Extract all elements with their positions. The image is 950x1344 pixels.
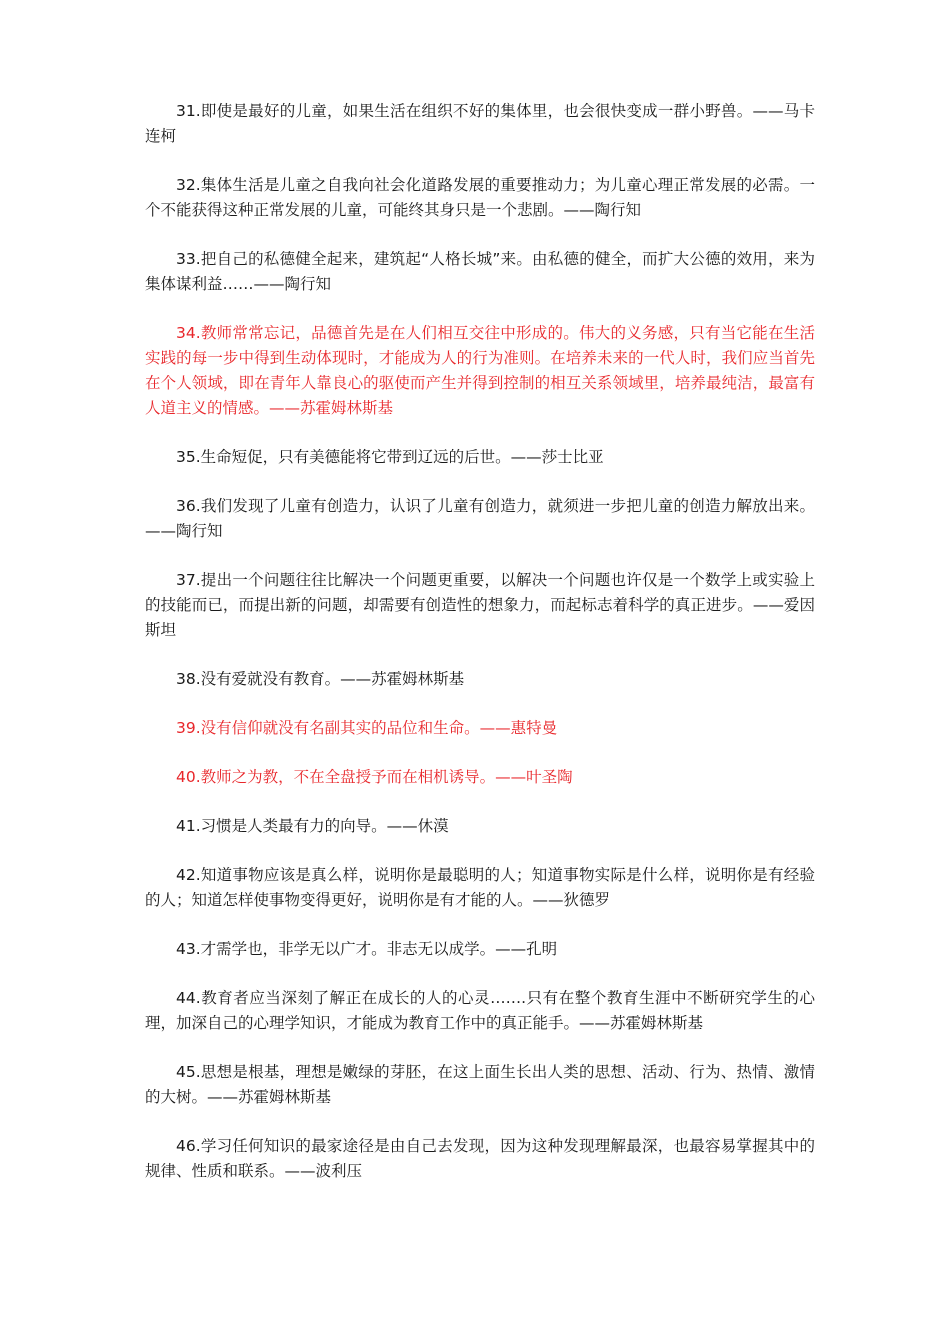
quote-45: 45.思想是根基，理想是嫩绿的芽胚，在这上面生长出人类的思想、活动、行为、热情、激情的大树。——苏霍姆林斯基 xyxy=(145,1063,815,1106)
quote-36: 36.我们发现了儿童有创造力，认识了儿童有创造力，就须进一步把儿童的创造力解放出来。——陶行知 xyxy=(145,497,815,540)
quote-33: 33.把自己的私德健全起来，建筑起“人格长城”来。由私德的健全，而扩大公德的效用，来为集体谋利益……——陶行知 xyxy=(145,250,815,293)
document-page xyxy=(145,99,815,1208)
quote-34: 34.教师常常忘记，品德首先是在人们相互交往中形成的。伟大的义务感，只有当它能在生活实践的每一步中得到生动体现时，才能成为人的行为准则。在培养未来的一代人时，我们应当首先在个人领域，即在青年人靠良心的驱使而产生并得到控制的相互关系领域里，培养最纯洁，最富有人道主义的情感。——苏霍姆林斯基 xyxy=(145,324,815,417)
quote-43: 43.才需学也，非学无以广才。非志无以成学。——孔明 xyxy=(176,940,558,958)
quote-44: 44.教育者应当深刻了解正在成长的人的心灵…….只有在整个教育生涯中不断研究学生的心理，加深自己的心理学知识，才能成为教育工作中的真正能手。——苏霍姆林斯基 xyxy=(145,989,815,1032)
quote-38: 38.没有爱就没有教育。——苏霍姆林斯基 xyxy=(176,670,465,688)
quote-31: 31.即使是最好的儿童，如果生活在组织不好的集体里，也会很快变成一群小野兽。——马卡连柯 xyxy=(145,102,815,145)
quote-46: 46.学习任何知识的最家途径是由自己去发现，因为这种发现理解最深，也最容易掌握其中的规律、性质和联系。——波利压 xyxy=(145,1137,815,1180)
quote-39: 39.没有信仰就没有名副其实的品位和生命。——惠特曼 xyxy=(176,719,558,737)
quote-35: 35.生命短促，只有美德能将它带到辽远的后世。——莎士比亚 xyxy=(176,448,604,466)
quote-32: 32.集体生活是儿童之自我向社会化道路发展的重要推动力；为儿童心理正常发展的必需。一个不能获得这种正常发展的儿童，可能终其身只是一个悲剧。——陶行知 xyxy=(145,176,815,219)
quote-40: 40.教师之为教，不在全盘授予而在相机诱导。——叶圣陶 xyxy=(176,768,573,786)
quote-37: 37.提出一个问题往往比解决一个问题更重要，以解决一个问题也许仅是一个数学上或实验上的技能而已，而提出新的问题，却需要有创造性的想象力，而起标志着科学的真正进步。——爱因斯坦 xyxy=(145,571,815,639)
quote-42: 42.知道事物应该是真么样，说明你是最聪明的人；知道事物实际是什么样，说明你是有经验的人；知道怎样使事物变得更好，说明你是有才能的人。——狄德罗 xyxy=(145,866,815,909)
quote-41: 41.习惯是人类最有力的向导。——休漠 xyxy=(176,817,449,835)
